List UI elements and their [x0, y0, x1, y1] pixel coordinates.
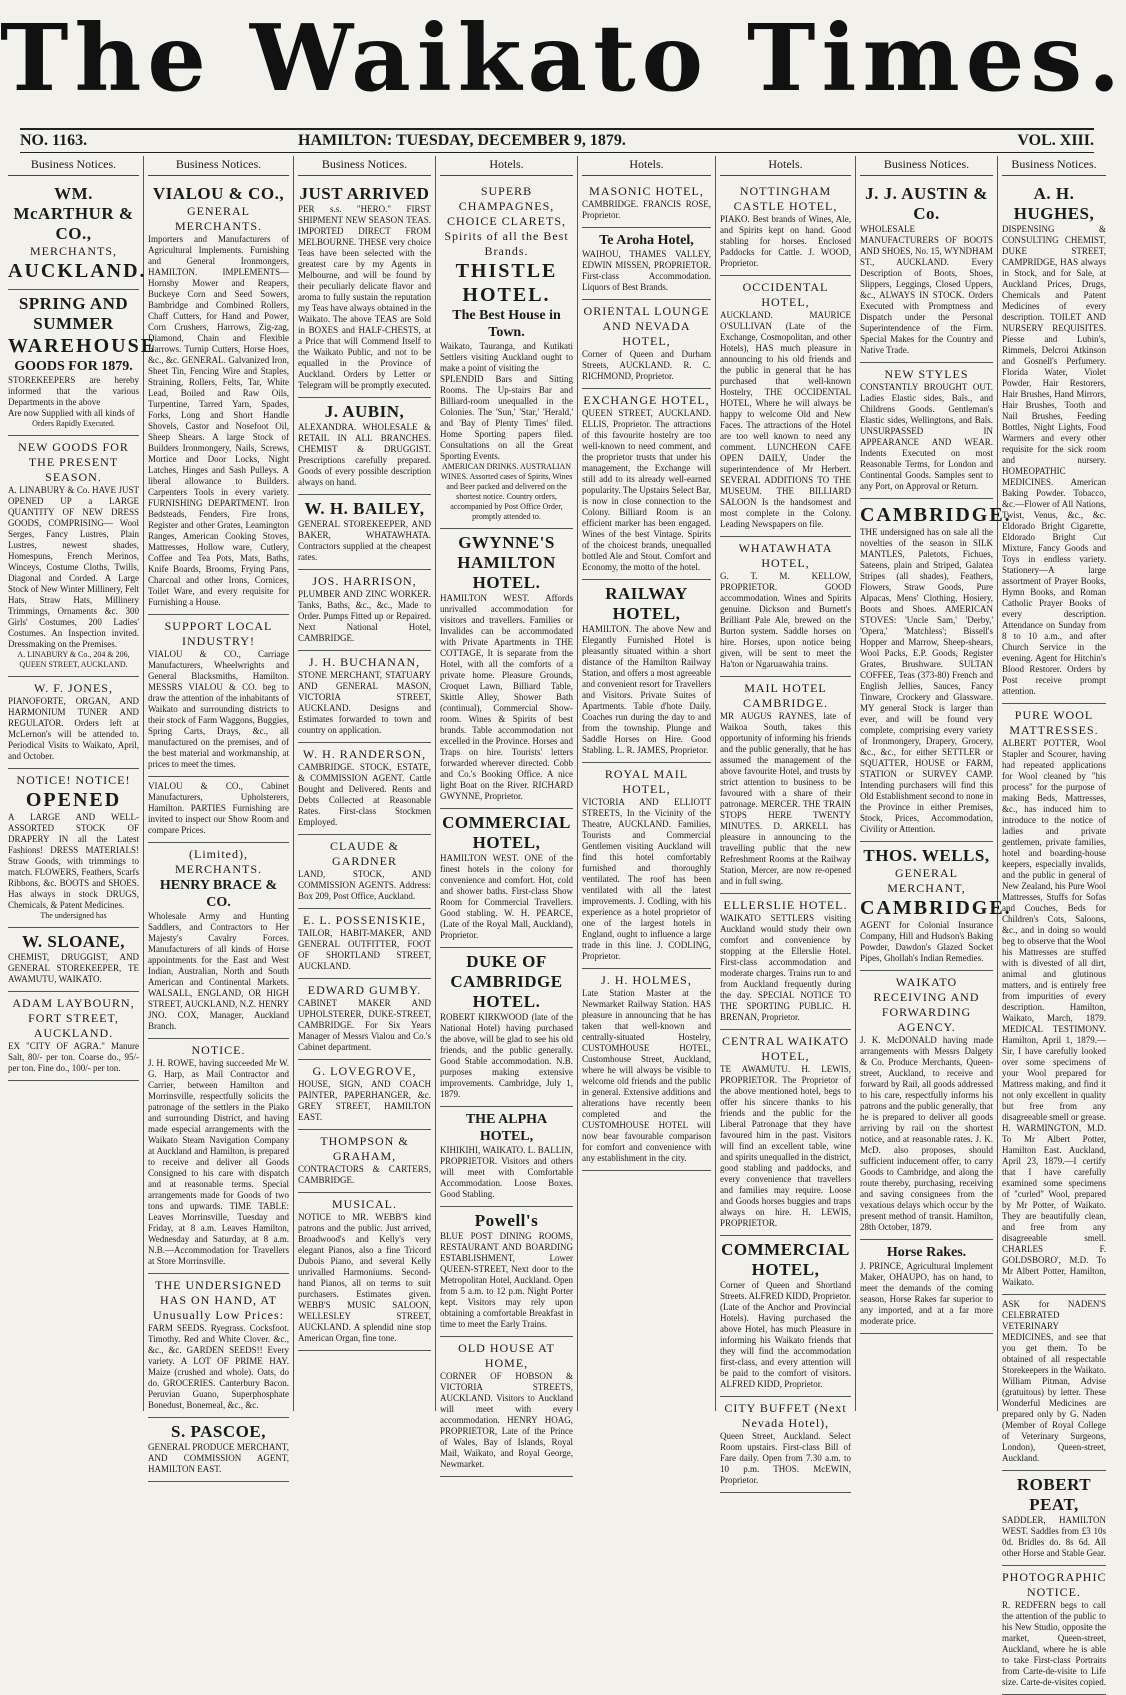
ad-body: HAMILTON WEST. Affords unrivalled accommodation for visitors and travellers. Families or Invalides can be accommodated with Private Apartments in THE COTTAGE, It is separate from the Hotel, with all the comforts of a private home. Pleasure Grounds, Croquet Lawn, Billiard Table, Skittle Alley, Shower Bath (continual), Commercial Show-room. Wines & Spirits of best brands. Table accommodation not excelled in the Province. Horses and Traps on hire. Tourists' letters forwarded wherever directed. Cobb and Co.'s Booking Office. A nice light Boat on the River. RICHARD GWYNNE, Proprietor.: [440, 593, 573, 801]
ad-h1: A. H. HUGHES,: [1013, 184, 1095, 223]
ad-body: FARM SEEDS. Ryegrass. Cocksfoot. Timothy. Red and White Clover. &c., &c., &c. GARDEN SEEDS!! Every variety. A LOT OF PRIME HAY. Maize (crushed and whole). Oats, do do. GROCERIES. Canterbury Bacon. Peruvian Guano, Superphosphate Bonedust, Bonemeal, &c., &c.: [148, 1323, 289, 1410]
dateline: [20, 128, 1094, 153]
ad-body: VIALOU & CO., Cabinet Manufacturers, Upholsterers, Hamilton. PARTIES Furnishing are invited to inspect our Show Room and compare Prices.: [148, 781, 289, 835]
masthead-title: The Waikato Times.: [0, 4, 1126, 112]
advertisement: [298, 835, 431, 909]
advertisement: [860, 971, 993, 1240]
ad-body: J. K. McDONALD having made arrangements with Messrs Dalgety & Co. Produce Merchants, Queen-street, Auckland, to receive and forward by Rail, all goods addressed to his care, respectfully informs his patrons and the public generally, that he is prepared to deliver all goods arriving by rail on the shortest notice, and at reasonable rates. J. K. McD. also proposes, should sufficient inducement offer, to carry Goods to Cambridge, and along the route thereby, purchasing, receiving and saving consignees from the vexatious delays which occur by the present method of transit. Hamilton, 28th October, 1879.: [860, 1035, 993, 1232]
ad-h1: W. SLOANE,: [21, 932, 126, 951]
column-4: [436, 156, 578, 1469]
advertisement: [148, 1274, 289, 1418]
advertisement: [1002, 1566, 1106, 1695]
ad-body: CONSTANTLY BROUGHT OUT. Ladies Elastic sides, Bals., and Childrens Goods. Gentleman's Elastic sides, Wellingtons, and Bals. UNSURPASSED IN APPEARANCE AND WEAR. Indents Executed on most Reasonable Terms, for London and Continental Goods. Samples sent to any Port, on Approval or Return.: [860, 382, 993, 491]
ad-body: AUCKLAND. MAURICE O'SULLIVAN (Late of the Exchange, Cosmopolitan, and other Hotels), HAS much pleasure in announcing to his old friends and the public in general that he has purchased that well-known Hostelry, THE OCCIDENTAL HOTEL, Where he will always be happy to welcome Old and New Faces. The attractions of the Hotel are too well known to need any comment. LUNCHEON CAFE OPEN DAILY, Under the superintendence of Mr Herbert. SEVERAL ADDITIONS TO THE MUSEUM. THE BILLIARD SALOON Is the handsomest and most complete in the Colony. Leading Newspapers on file.: [720, 310, 851, 529]
ad-h-second: J. H. BUCHANAN,: [308, 655, 421, 669]
advertisement: [860, 499, 1012, 842]
ad-h3: The Best House in Town.: [452, 308, 561, 340]
column-3: [294, 156, 436, 1411]
ad-h1: THOS. WELLS,: [863, 846, 990, 865]
advertisement: [440, 1207, 573, 1337]
ad-h-second: PURE WOOL MATTRESSES.: [1009, 708, 1099, 737]
ad-body: R. REDFERN begs to call the attention of the public to his New Studio, opposite the market, Queen-street, Auckland, where he is able to take First-class Portraits from Carte-de-visite to Life size. Carte-de-visites copied.: [1002, 1600, 1106, 1687]
advertisement: [582, 389, 711, 580]
ad-h1: RAILWAY HOTEL,: [605, 584, 688, 623]
advertisement: [298, 743, 431, 835]
column-8: [998, 156, 1110, 1687]
advertisement: [720, 537, 851, 677]
ad-h-second: NOTICE! NOTICE!: [16, 773, 131, 787]
ad-h-second: ROYAL MAIL HOTEL,: [604, 767, 689, 796]
ad-h-second: SUPERB CHAMPAGNES, CHOICE CLARETS, Spirits of all the Best Brands.: [444, 184, 569, 258]
ad-body: Importers and Manufacturers of Agricultural Implements. Furnishing and General Ironmongers, HAMILTON. IMPLEMENTS— Hornsby Mower and Reapers, Buckeye Corn and Seed Sowers, Bambridge and Combined Rollers, Chaff Cutters, for Hand and Power, Corn Crushers, Harrows, Zig-zag, Diamond, Chain and Flexible Harrows. Turnip Cutters, Horse Hoes, &c., &c. GENERAL. Galvanized Iron, Sheet Tin, Fencing Wire and Staples, Straining, Rollers, Felts, Tar, White Lead, Boiled and Raw Oils, Turpentine, Tarred Yarn, Spades, Forks, Long and Short Handle Shovels, Castor and Nosefoot Oil, Sheep Shears. A large Stock of Builders Ironmongery, Nails, Screws, Mortice and Door Locks, Night Latches, Hinges and Sash Pulleys. A liberal allowance to Builders. Carpenters Tools in every variety. FURNISHING DEPARTMENT. Iron Bedsteads, Fenders, Fire Irons, Register and other Grates, Leamington Ranges, American Cooking Stoves, Mattresses, Hollow ware, Cutlery, Coffee and Tea Pots, Mats, Baths, Knife Boards, Brooms, Frying Pans, Charcoal and other Irons, Cornices, Toilet Ware, and every requisite for Furnishing a House.: [148, 234, 289, 607]
ad-h-second: OLD HOUSE AT HOME,: [458, 1341, 555, 1370]
ad-body: HAMILTON WEST. ONE of the finest hotels in the colony for convenience and comfort. Hot, cold and shower baths. First-class Show Room for Commercial Travellers. Good stabling. W. H. PEARCE, (Late of the Royal Mall, Auckland), Proprietor.: [440, 853, 573, 940]
ad-big: OPENED: [25, 789, 122, 811]
ad-body: HOUSE, SIGN, AND COACH PAINTER, PAPERHANGER, &c. GREY STREET, HAMILTON EAST.: [298, 1079, 431, 1122]
ad-body: J. H. ROWE, having succeeded Mr W. G. Harp, as Mail Contractor and Carrier, between Hamilton and Morrinsville, respectfully solicits the patronage of the settlers in the Piako and surrounding District, and having made especial arrangements with the Waikato Steam Navigation Company at Auckland and Hamilton, is prepared to receive and deliver all Goods Consigned to his care with dispatch and at reasonable terms. Special arrangements made for Goods of two tons and upwards. TIME TABLE: Leaves Morrinsville, Tuesday and Friday, at 8 a.m. Leaves Hamilton, Wednesday and Saturday, at 8 a.m. N.B.—Accommodation for Travellers at Store Morrinsville.: [148, 1058, 289, 1266]
ad-h-second: CLAUDE & GARDNER: [330, 839, 399, 868]
ad-h1: Powell's: [474, 1211, 539, 1230]
ad-h1: SPRING AND SUMMER: [18, 294, 129, 333]
advertisement: [298, 1130, 431, 1193]
ad-h-second: ADAM LAYBOURN, FORT STREET, AUCKLAND.: [12, 996, 135, 1040]
ad-body: Corner of Queen and Durham Streets, AUCKLAND. R. C. RICHMOND, Proprietor.: [582, 349, 711, 381]
advertisement: [148, 1039, 289, 1274]
advertisement: [720, 1236, 851, 1397]
advertisement: [440, 529, 573, 809]
advertisement: [298, 1193, 431, 1351]
advertisement: [148, 777, 289, 843]
ad-body: CAMBRIDGE. STOCK, ESTATE, & COMMISSION AGENT. Cattle Bought and Delivered. Rents and Debts Collected at Reasonable Rates. First-class Stockmen Employed.: [298, 762, 431, 827]
ad-body: PLUMBER AND ZINC WORKER. Tanks, Baths, &c., &c., Made to Order. Pumps Fitted up or Repaired. Next National Hotel, CAMBRIDGE.: [298, 589, 431, 643]
ad-body: AGENT for Colonial Insurance Company, Hill and Hudson's Baking Powder, Dawdon's Glazed Socket Pipes, Ghollah's Indian Remedies.: [860, 920, 993, 963]
advertisement: [720, 1397, 851, 1493]
advertisement: [860, 842, 1012, 971]
masthead: [0, 0, 1126, 118]
advertisement: [582, 763, 711, 969]
advertisement: [298, 398, 431, 495]
ad-h1: WM. McARTHUR & CO.,: [13, 184, 134, 243]
advertisement: [148, 615, 289, 777]
ad-body: A LARGE AND WELL-ASSORTED STOCK OF DRAPERY IN all the Latest Fashions! DRESS MATERIALS! Straw Goods, with trimmings to match. FLOWERS, Feathers, Scarfs Ribbons, &c. BOOTS and SHOES. Has always in stock DRUGS, Chemicals, & Patent Medicines.: [8, 812, 139, 910]
ad-h-second: GENERAL MERCHANTS.: [174, 204, 262, 233]
ad-small: AMERICAN DRINKS. AUSTRALIAN WINES. Assorted cases of Spirits, Wines and Beer packed and delivered on the shortest notice. Country orders, accompanied by Post Office Order, promptly attended to.: [440, 462, 573, 521]
ad-big: CAMBRIDGE.: [860, 897, 1012, 919]
ad-h-second: CITY BUFFET (Next Nevada Hotel),: [724, 1401, 847, 1430]
ad-big: WAREHOUSE: [8, 335, 157, 357]
ad-h-second: OCCIDENTAL HOTEL,: [742, 280, 829, 309]
ad-h-second: MAIL HOTEL CAMBRIDGE.: [742, 681, 828, 710]
advertisement: [582, 580, 711, 763]
ad-body: Wholesale Army and Hunting Saddlers, and Contractors to Her Majesty's Cavalry Forces. Manufacturers of all kinds of Horse appointments for the East and West Indian, Australian, North and South American and Continental Markets. WALSALL, ENGLAND, OR HIGH STREET, AUCKLAND, N.Z. HENRY JNO. COX, Manager, Auckland Branch.: [148, 911, 289, 1031]
ad-h-second: NOTTINGHAM CASTLE HOTEL,: [733, 184, 838, 213]
ad-h-second: THOMPSON & GRAHAM,: [320, 1134, 409, 1163]
column-header: Hotels.: [720, 156, 851, 176]
ad-body: HAMILTON. The above New and Elegantly Furnished Hotel is pleasantly situated within a short distance of the Hamilton Railway Station, and offers a most agreeable and convenient resort for Travellers and Visitors. Private Suites of Apartments. Table d'hote Daily. Coaches run during the day to and from the township. Plunge and Saddle Horses on Hire. Good Stabling. L. R. JAMES, Proprietor.: [582, 624, 711, 755]
place-date: HAMILTON: TUESDAY, DECEMBER 9, 1879.: [298, 132, 626, 149]
advertisement: [298, 180, 431, 398]
ad-h-second: MASONIC HOTEL,: [589, 184, 704, 198]
advertisement: [148, 843, 289, 1039]
ad-h3: Te Aroha Hotel,: [599, 233, 694, 248]
ad-big: THISTLE HOTEL.: [455, 260, 558, 306]
column-header: Business Notices.: [148, 156, 289, 176]
ad-body: VIALOU & CO., Carriage Manufacturers, Wheelwrights and General Blacksmiths, Hamilton. MESSRS VIALOU & CO. beg to draw the attention of the inhabitants of Waikato and surrounding districts to their stock of Farm Waggons, Buggies, Spring Carts, Drays, &c., all manufactured on the premises, and of the best material and workmanship, at prices to meet the times.: [148, 649, 289, 769]
ad-h-second: EDWARD GUMBY.: [307, 983, 422, 997]
column-header: Business Notices.: [860, 156, 993, 176]
advertisement: [8, 928, 139, 992]
ad-h-second: JOS. HARRISON,: [312, 574, 417, 588]
ad-h1: JUST ARRIVED: [299, 184, 430, 203]
advertisement: [298, 979, 431, 1060]
ad-body: MR AUGUS RAYNES, late of Waikoa South, takes this opportunity of informing his friends and the public generally, that he has assumed the management of the above favourite Hotel, and trusts by strict attention to business to be favoured with a share of their patronage. MERCER. THE TRAIN STOPS HERE TWENTY MINUTES. D. ARKELL has pleasure in announcing to the travelling public that the new Refreshment Rooms at the Railway Station, Mercer, are now re-opened and in full swing.: [720, 711, 851, 886]
advertisement: [582, 228, 711, 300]
advertisement: [860, 1240, 993, 1334]
column-header: Hotels.: [440, 156, 573, 176]
ad-body: J. PRINCE, Agricultural Implement Maker, OHAUPO, has on hand, to meet the demands of the coming season, Horse Rakes far superior to any imported, and at a far more moderate price.: [860, 1261, 993, 1326]
ad-h-second: SUPPORT LOCAL INDUSTRY!: [164, 619, 273, 648]
ad-body: GENERAL STOREKEEPER, AND BAKER, WHATAWHATA. Contractors supplied at the cheapest rates.: [298, 519, 431, 562]
advertisement: [720, 276, 851, 537]
ad-body: CHEMIST, DRUGGIST, AND GENERAL STOREKEEPER, TE AWAMUTU, WAIKATO.: [8, 952, 139, 984]
ad-h-second: PHOTOGRAPHIC NOTICE.: [1002, 1570, 1107, 1599]
advertisement: [8, 769, 139, 928]
ad-h3: GOODS FOR 1879.: [14, 359, 133, 374]
advertisement: [582, 180, 711, 228]
ad-h3: HENRY BRACE & CO.: [159, 878, 278, 910]
advertisement: [148, 180, 289, 615]
column-header: Hotels.: [582, 156, 711, 176]
ad-h-second: MUSICAL.: [331, 1197, 397, 1211]
ad-h1: VIALOU & CO.,: [152, 184, 285, 203]
ad-body: CABINET MAKER AND UPHOLSTERER, DUKE-STREET, CAMBRIDGE. For Six Years Manager of Messrs Vialou and Co.'s Cabinet department.: [298, 998, 431, 1052]
ad-h-second: GENERAL MERCHANT,: [887, 866, 966, 895]
advertisement: [1002, 1295, 1106, 1471]
ad-h1: J. J. AUSTIN & Co.: [865, 184, 988, 223]
ad-h-second: NEW STYLES: [884, 367, 969, 381]
ad-body: SADDLER, HAMILTON WEST. Saddles from £3 10s 0d. Bridles do. 8s 6d. All other Horse and Stable Gear.: [1002, 1515, 1106, 1558]
advertisement: [148, 1418, 289, 1482]
ad-body: NOTICE to MR. WEBB'S kind patrons and the public. Just arrived, Broadwood's and Kelly's very elegant Pianos, also a fine Tricord Dubois Piano, and several Kelly unrivalled Harmoniums. Second-hand Pianos, all on terms to suit purchasers. Estimates given. WEBB'S MUSIC SALOON, WELLESLEY STREET, AUCKLAND. A splendid nine stop American Organ, fine tone.: [298, 1212, 431, 1343]
ad-body-second: SPLENDID Bars and Sitting Rooms. The Up-stairs Bar and Billiard-room unequalled in the Colonies. The 'Sun,' 'Star,' 'Herald,' and 'Bay of Plenty Times' filed. Home Sporting papers filed. Consultations on all the Great Sporting Events.: [440, 374, 573, 461]
ad-body: PIANOFORTE, ORGAN, AND HARMONIUM TUNER AND REGULATOR. Orders left at McLernon's will be attended to. Periodical Visits to Waikato, April, and October.: [8, 696, 139, 761]
ad-h-second: NOTICE.: [191, 1043, 246, 1057]
ad-h1: DUKE OF CAMBRIDGE HOTEL.: [450, 952, 563, 1011]
ad-body: TE AWAMUTU. H. LEWIS, PROPRIETOR. The Proprietor of the above mentioned hotel, begs to offer his sincere thanks to his friends and the public for the Liberal Patronage that they have favoured him in the past. Visitors will find an excellent table, wine and spirits unequalled in the district, good stabling and paddocks, and every convenience that travellers and families may require. Loose and Goods horses buggies and traps always on hire. H. LEWIS, PROPRIETOR.: [720, 1064, 851, 1228]
ad-h-second: WHATAWHATA HOTEL,: [738, 541, 833, 570]
advertisement: [298, 651, 431, 743]
ad-body: KIHIKIHI, WAIKATO. L. BALLIN, PROPRIETOR. Visitors and others will meet with Comfortable Accommodation. Loose Boxes. Good Stabling.: [440, 1145, 573, 1199]
ad-body: BLUE POST DINING ROOMS, RESTAURANT AND BOARDING ESTABLISHMENT, Lower QUEEN-STREET, Next door to the Metropolitan Hotel, Auckland. Open from 5 a.m. to 12 p.m. Night Porter kept. Visitors may rely upon obtaining a comfortable Breakfast in time to meet the Early Trains.: [440, 1231, 573, 1329]
ad-body: CONTRACTORS & CARTERS, CAMBRIDGE.: [298, 1164, 431, 1185]
ad-h-second: J. H. HOLMES,: [601, 973, 692, 987]
ad-h1: COMMERCIAL HOTEL,: [442, 813, 571, 852]
advertisement: [582, 300, 711, 389]
ad-body: STOREKEEPERS are hereby informed that the various Departments in the above: [8, 375, 139, 407]
advertisement: [720, 677, 851, 894]
ad-body: G. T. M. KELLOW, PROPRIETOR. GOOD accommodation. Wines and Spirits genuine. Dickson and Burnett's Brilliant Pale Ale, brewed on the Burton system. Saddle horses on hire. Horses, upon notice being given, will be sent to meet the Ha'ton or Ngaruawahia trains.: [720, 571, 851, 669]
ad-body: WAIKATO SETTLERS visiting Auckland would study their own comfort and convenience by stopping at the Ellerslie Hotel. First-class accommodation and moderate charges. Trains run to and from Auckland frequently during the day. SPECIAL NOTICE TO THE SPORTING PUBLIC. H. BRENAN, Proprietor.: [720, 913, 851, 1022]
ad-big: CAMBRIDGE.: [860, 504, 1012, 526]
ad-small: A. LINABURY & Co., 204 & 206, QUEEN STREET, AUCKLAND.: [17, 650, 130, 669]
ad-h1: W. H. BAILEY,: [304, 499, 425, 518]
advertisement: [298, 909, 431, 979]
ad-body: Queen Street, Auckland. Select Room upstairs. First-class Bill of Fare daily. Open from 7.30 a.m. to 10 p.m. THOS. McEWIN, Proprietor.: [720, 1431, 851, 1485]
ad-body: ASK for NADEN'S CELEBRATED VETERINARY MEDICINES, and see that you get them. To be obtained of all respectable Storekeepers in the Waikato. William Pitman, Advise (gratuitous) by letter. These Wonderful Medicines are prepared only by G. Naden (Member of Royal College of Veterinary Surgeons, London), Queen-street, Auckland.: [1002, 1299, 1106, 1463]
ad-body: ROBERT KIRKWOOD (late of the National Hotel) having purchased the above, will be glad to see his old friends, and the public generally. Good Stable accommodation. N.B. purposes making extensive improvements. Cambridge, July 1, 1879.: [440, 1012, 573, 1099]
ad-h1: ROBERT PEAT,: [1016, 1475, 1092, 1514]
column-5: [578, 156, 716, 1411]
ad-h3: Horse Rakes.: [886, 1245, 967, 1260]
ad-h-second: THE UNDERSIGNED HAS ON HAND, AT Unusually Low Prices:: [153, 1278, 284, 1322]
advertisement: [860, 363, 993, 499]
ad-body: QUEEN STREET, AUCKLAND. ELLIS, Proprietor. The attractions of this favourite hostelry are too well-known to need comment, and the proprietor trusts that under his management, the Exchange will still add to its already well-earned popularity. The Upstairs Select Bar, is now in close connection to the Colony. Billiard Room is an efficient marker has been engaged. Wines of the best Vintage. Spirits of the choicest brands, unequalled bottled Ale and Stout. Comfort and Economy, the motto of the hotel.: [582, 408, 711, 572]
ad-body: WAIHOU, THAMES VALLEY, EDWIN MISSEN, PROPRIETOR. First-class Accommodation. Liquors of Best Brands.: [582, 249, 711, 292]
ad-body: THE undersigned has on sale all the novelties of the season in SILK MANTLES, Paletots, Fichues, Sateens, plain and Striped, Galatea Stripes (all shades), Feathers, Flowers, Straw Goods, Pure Alpacas, Mens' Clothing, Hosiery, Boots and Shoes. AMERICAN STOVES: 'Uncle Sam,' 'Derby,' 'Opera,' 'Matchless'; Bissell's Hopper and Marrow, Sheep-shears, Wool Packs, E.P. Goods, Register Grates, Brushware. SULTAN COFFEE, Teas (373-80) French and English Jellies, Sauces, Fancy Tinware, Crockery and Glassware. MY general Stock is larger than ever, and will be found very complete, comprising every variety of Ironmongery, Drapery, Grocery, &c., &c., for either SETTLER or SQUATTER, HOUSE or FARM, STATION or SURVEY CAMP. Intending purchasers will find this Old Establishment second to none in the Province in either Premises, Stock, Prices, Accommodation, Civility or Attention.: [860, 527, 993, 834]
ad-small: Orders Rapidly Executed.: [32, 419, 115, 428]
column-7: [856, 156, 1012, 1411]
advertisement: [440, 180, 573, 529]
ad-big: AUCKLAND.: [8, 260, 147, 282]
advertisement: [298, 495, 431, 570]
column-header: Business Notices.: [8, 156, 139, 176]
advertisement: [582, 969, 711, 1171]
ad-h-second: W. H. RANDERSON,: [302, 747, 427, 761]
ad-h-second: ORIENTAL LOUNGE AND NEVADA HOTEL,: [583, 304, 710, 348]
ad-body-second: Are now Supplied with all kinds of: [8, 408, 135, 418]
advertisement: [440, 1337, 573, 1477]
ad-body: PIAKO. Best brands of Wines, Ale, and Spirits kept on hand. Good stabling for horses. Enclosed Paddocks for Cattle. J. WOOD, Proprietor.: [720, 214, 851, 268]
ad-body: TAILOR, HABIT-MAKER, AND GENERAL OUTFITTER, FOOT OF SHORTLAND STREET, AUCKLAND.: [298, 928, 431, 971]
ad-body: Waikato, Tauranga, and Kutikati Settlers visiting Auckland ought to make a point of visiting the: [440, 341, 573, 373]
ad-body: Corner of Queen and Shortland Streets. ALFRED KIDD, Proprietor. (Late of the Anchor and Provincial Hotels). Having purchased the above Hotel, has much Pleasure in informing his Waikato friends that they will find the accommodation first-class, and every attention will be paid to the comfort of visitors. ALFRED KIDD, Proprietor.: [720, 1280, 851, 1389]
advertisement: [1002, 180, 1106, 704]
ad-h1: J. AUBIN,: [324, 402, 405, 421]
advertisement: [720, 180, 851, 276]
ad-body: WHOLESALE MANUFACTURERS OF BOOTS AND SHOES, No. 15, WYNDHAM ST., AUCKLAND. Every Description of Boots, Shoes, Slippers, Leggings, Closed Uppers, &c., ALWAYS IN STOCK. Orders Executed with Promptness and Dispatch under the Personal Superintendence of the Firm. Special Makes for the Country and Native Trade.: [860, 224, 993, 355]
advertisement: [860, 180, 993, 363]
advertisement: [8, 436, 139, 677]
ad-h-second: G. LOVEGROVE,: [312, 1064, 417, 1078]
column-6: [716, 156, 856, 1485]
advertisement: [440, 948, 573, 1107]
ad-body: ALBERT POTTER, Wool Stapler and Scourer, having had repeated applications for Wool cleaned by "his process" for the purpose of making Beds, Mattresses, &c., has induced him to introduce to the notice of ladies and private gentlemen, private families, hotel and boarding-house keepers, especially invalids, and the public in general of New Zealand, his Pure Wool Mattresses, Stuffs for Sofas and Couches, Beds for Children's Cots, Saloons, &c., and in doing so would beg to observe that the Wool his Mattresses are stuffed with is divested of all dirt, animal and glutinous matters, and is entirely free from impurities of every description. Hamilton, Waikato, March, 1879. MEDICAL TESTIMONY. Hamilton, April 1, 1879.—Sir, I have carefully looked over some specimens of your Wool prepared for Mattress making, and find it not only excellent in quality but free from any disagreeable smell or grease. H. WARMINGTON, M.D. To Mr Albert Potter, Hamilton East. Auckland, April 23, 1879.—I certify that I have carefully examined some specimens of "curled" Wool, prepared by Mr Potter, of Waikato. They are beautifully clean, and free from any disagreeable smell. CHARLES F. GOLDSBORO', M.D. To Mr Albert Potter, Hamilton, Waikato.: [1002, 738, 1106, 1287]
advertisement: [8, 992, 139, 1081]
ad-body: DISPENSING & CONSULTING CHEMIST, DUKE STREET, CAMPRIDGE, HAS always in Stock, and for Sale, at Auckland Prices, Drugs, Chemicals and Patent Medicines of every description. TOILET AND NURSERY REQUISITES. Piesse and Lubin's, Rimmels, Delcroi Atkinson and Gosnell's Perfumery. Florida Water, Violet Powder, Hair Restorers, Hair Brushes, Hand Mirrors, Hair Brushes, Tooth and Nail Brushes, Feeding Bottles, Night Lights, Food Warmers and every other requisite for the sick room and nursery. HOMEOPATHIC MEDICINES. American Baking Powder. Tobacco, &c.—Flower of All Nations, Twist, Venus, &c., &c. Eldorado Bright Cigarette, Eldorado Bright Cut Mixture, Fancy Goods and Toys in endless variety. Stationery—A large assortment of Prayer Books, Hymn Books, and Roman Catholic Prayer Books of every description. Attendance on Sunday from 8 to 10 a.m., and after Church Service in the evening. Agent for Hitchin's Blood Restorer. Orders by Post receive prompt attention.: [1002, 224, 1106, 696]
ad-h-second: WAIKATO RECEIVING AND FORWARDING AGENCY.: [873, 975, 980, 1034]
issue-number: NO. 1163.: [20, 132, 88, 149]
advertisement: [440, 1107, 573, 1207]
ad-h-second: EXCHANGE HOTEL,: [583, 393, 710, 407]
advertisement: [298, 1060, 431, 1130]
advertisement: [720, 894, 851, 1030]
column-header: Business Notices.: [298, 156, 431, 176]
ad-small: The undersigned has: [40, 911, 107, 920]
advertisement: [8, 677, 139, 769]
ad-body: VICTORIA AND ELLIOTT STREETS, In the Vicinity of the Theatre, AUCKLAND. Families, Tourists and Commercial Gentlemen visiting Auckland will find this hotel comfortably furnished and thoroughly ventilated. The roof has been ventilated with all the latest improvements. J. Codling, with his experience as a hotel proprietor of one of the largest hotels in England, ought to influence a large trade in this line. J. CODLING, Proprietor.: [582, 797, 711, 961]
ad-body: A. LINABURY & Co. HAVE JUST OPENED UP a LARGE QUANTITY OF NEW DRESS GOODS, COMPRISING— Wool Serges, Fancy Lustres, Plain Lustres, newest shades, Homespuns, French Merinos, Winceys, Costume Cloths, Twills, Diagonal and Corded. A Large Stock of New Winter Millinery, Felt Hats, Straw Hats, Millinery Trimmings, Ornaments &c. 300 Girls' Costumes, 200 Ladies' Costumes. An Inspection invited. Dressmaking on the Premises.: [8, 485, 139, 649]
advertisement: [8, 290, 157, 436]
advertisement: [8, 180, 147, 290]
column-2: [144, 156, 294, 1474]
ad-body: LAND, STOCK, AND COMMISSION AGENTS. Address: Box 209, Post Office, Auckland.: [298, 869, 431, 901]
ad-h1: S. PASCOE,: [171, 1422, 266, 1441]
ad-h-second: W. F. JONES,: [34, 681, 113, 695]
ad-h1: GWYNNE'S HAMILTON HOTEL.: [457, 533, 556, 592]
ad-body: ALEXANDRA. WHOLESALE & RETAIL IN ALL BRANCHES. CHEMIST & DRUGGIST. Prescriptions carefully prepared. Goods of every possible description always on hand.: [298, 422, 431, 487]
ad-h-second: E. L. POSSENISKIE,: [302, 913, 426, 927]
ad-h-second: MERCHANTS,: [29, 244, 117, 258]
advertisement: [1002, 1471, 1106, 1566]
advertisement: [720, 1030, 851, 1236]
column-header: Business Notices.: [1002, 156, 1106, 176]
ad-h-second: CENTRAL WAIKATO HOTEL,: [721, 1034, 850, 1063]
ad-h-second: (Limited), MERCHANTS.: [174, 847, 262, 876]
ad-body: GENERAL PRODUCE MERCHANT, AND COMMISSION AGENT, HAMILTON EAST.: [148, 1442, 289, 1474]
ad-body: Late Station Master at the Newmarket Railway Station. HAS pleasure in announcing that he has taken that well-known and centrally-situated Hostelry, CUSTOMHOUSE HOTEL, Customhouse Street, Auckland, where he will always be visible to welcome old friends and the public in general. Extensive additions and alterations have recently been completed and the CUSTOMHOUSE HOTEL will now bear favourable comparison for comfort and convenience with any establishment in the city.: [582, 988, 711, 1163]
ad-body: EX "CITY OF AGRA." Manure Salt, 80/- per ton. Coarse do., 95/- per ton. Fine do., 100/- per ton.: [8, 1041, 139, 1073]
ad-body: STONE MERCHANT, STATUARY AND GENERAL MASON, VICTORIA STREET, AUCKLAND. Designs and Estimates forwarded to town and country on application.: [298, 670, 431, 735]
ad-body: CORNER OF HOBSON & VICTORIA STREETS, AUCKLAND. Visitors to Auckland will meet with every accommodation. HENRY HOAG, PROPRIETOR, Late of the Prince of Wales, Bay of Islands, Royal Mail, Waikato, and Royal George, Newmarket.: [440, 1371, 573, 1469]
ad-body: CAMBRIDGE. FRANCIS ROSE, Proprietor.: [582, 199, 711, 220]
advertisement: [1002, 704, 1106, 1295]
ad-h1: COMMERCIAL HOTEL,: [721, 1240, 850, 1279]
column-1: [4, 156, 157, 1411]
advertisement: [440, 809, 573, 948]
ad-h-second: ELLERSLIE HOTEL.: [723, 898, 848, 912]
ad-body: PER s.s. "HERO." FIRST SHIPMENT NEW SEASON TEAS. IMPORTED DIRECT FROM MELBOURNE. THESE very choice Teas have been selected with the greatest care by my Agents in Melbourne, and will be found by their peculiarly delicate flavor and aroma to fully sustain the reputation my Teas have always obtained in the Waikato. The above TEAS are Sold in BOXES and HALF-CHESTS, at a Price that will Commend Itself to the Waikato Public, and not to be equalled in the Province of Auckland. Orders by Letter or Telegram will be promptly executed.: [298, 204, 431, 390]
volume-number: VOL. XIII.: [1017, 132, 1094, 149]
advertisement: [298, 570, 431, 651]
ad-h-second: NEW GOODS FOR THE PRESENT SEASON.: [18, 440, 129, 484]
columns: [4, 156, 1110, 1687]
ad-h3: THE ALPHA HOTEL,: [465, 1112, 548, 1144]
